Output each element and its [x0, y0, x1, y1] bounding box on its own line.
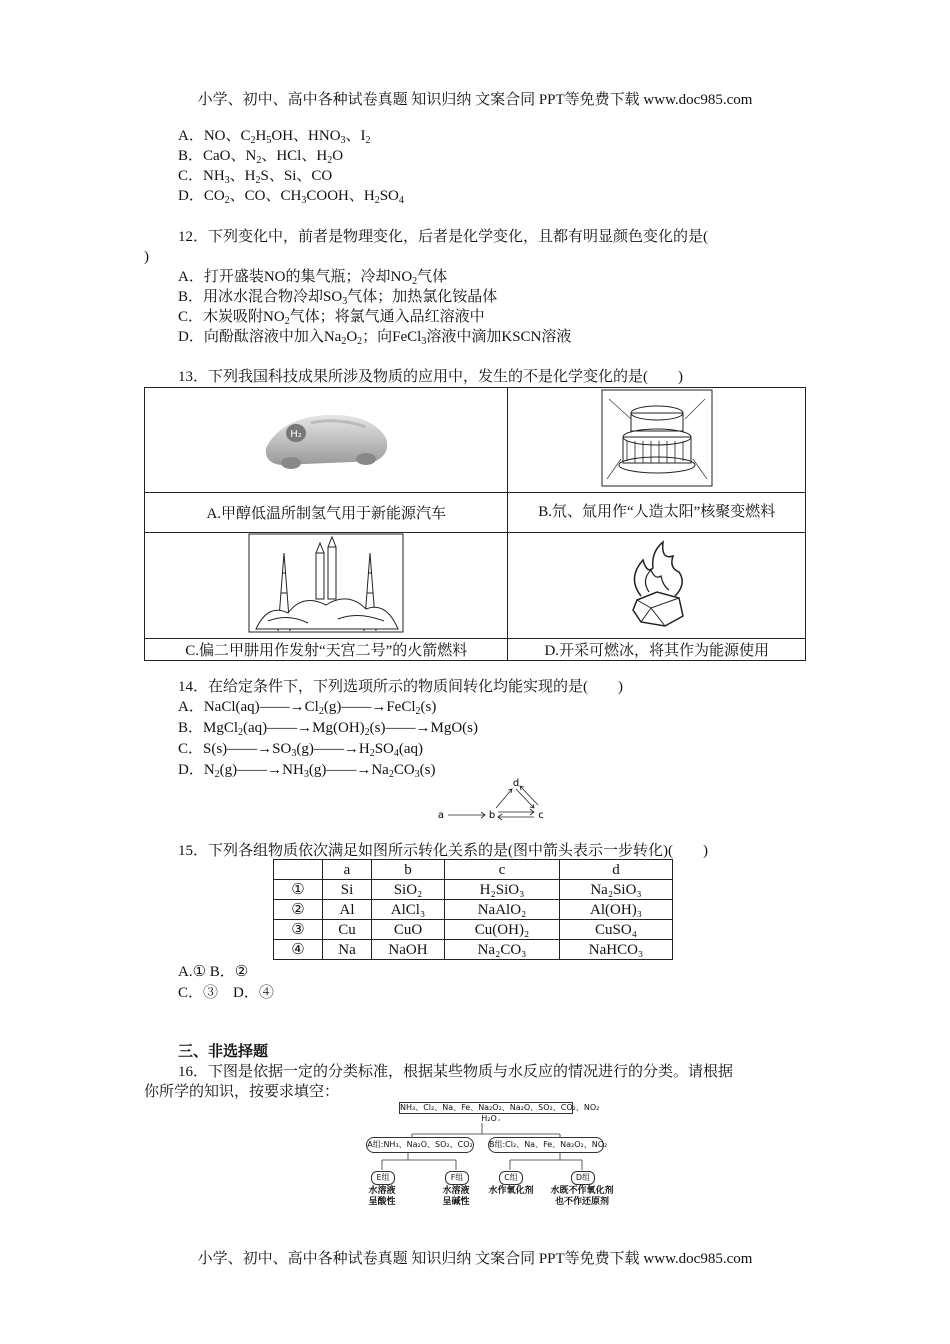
option-a-cell: A.甲醇低温所制氢气用于新能源汽车 [145, 493, 508, 533]
fusion-reactor-image [601, 389, 713, 487]
table-cell: ② [274, 900, 323, 920]
q14-option-a: A．$NaCl(aq)――\to Cl_2(g)――\to FeCl_2(s)$ [178, 699, 437, 717]
q16-stem-2: 你所学的知识，按要求填空： [144, 1084, 340, 1100]
table-cell: Si [323, 880, 372, 900]
burning-ice-image [617, 538, 697, 628]
substance-list-box: NH₃、Cl₂、Na、Fe、Na₂O₂、Na₂O、SO₂、CO₂、NO₂ [400, 1103, 600, 1112]
node-a: a [437, 810, 445, 821]
q12-option-c: C．木炭吸附$NO_2$气体；将氯气通入品红溶液中 [178, 309, 485, 327]
group-b-box: B组:Cl₂、Na、Fe、Na₂O₂、NO₂ [488, 1137, 604, 1153]
q15-options-ab: A.① B．② [178, 964, 249, 980]
q12-stem-end: ) [144, 249, 149, 265]
q15-options-cd: C．③ D．④ [178, 985, 274, 1001]
table-cell: Cu [323, 920, 372, 940]
table-cell: CuO [372, 920, 445, 940]
table-cell: NaAlO₂ [445, 900, 560, 920]
group-d-box: D组 [571, 1171, 595, 1185]
header-cell [274, 860, 323, 880]
q13-stem: 13．下列我国科技成果所涉及物质的应用中，发生的不是化学变化的是( ) [178, 369, 683, 385]
node-b: b [488, 810, 496, 821]
table-cell: SiO₂ [372, 880, 445, 900]
q12-option-a: A．打开盛装NO的集气瓶；冷却$NO_2$气体 [178, 269, 448, 287]
page-footer: 小学、初中、高中各种试卷真题 知识归纳 文案合同 PPT等免费下载 www.doc985.com [197, 1251, 753, 1267]
table-cell: CuSO₄ [560, 920, 673, 940]
table-cell: Cu(OH)₂ [445, 920, 560, 940]
q16-stem-1: 16．下图是依据一定的分类标准，根据某些物质与水反应的情况进行的分类。请根据 [178, 1064, 734, 1080]
q15-stem: 15．下列各组物质依次满足如图所示转化关系的是(图中箭头表示一步转化)( ) [178, 843, 708, 859]
table-row [274, 940, 673, 960]
group-f-box: F组 [445, 1171, 469, 1185]
q12-option-d: D．向酚酞溶液中加入$Na_2O_2$；向FeCl$_3$溶液中滴加KSCN溶液 [178, 329, 572, 347]
group-e-box: E组 [371, 1171, 395, 1185]
table-cell: ③ [274, 920, 323, 940]
group-c-box: C组 [499, 1171, 523, 1185]
option-b-cell: B.氘、氚用作“人造太阳”核聚变燃料 [508, 493, 806, 533]
hydrogen-car-image [256, 393, 396, 483]
q11-option-a: A．NO、$C_2H_5OH$、$HNO_3$、$I_2$ [178, 128, 371, 146]
group-f-desc: 水溶液 呈碱性 [442, 1186, 470, 1207]
section-title: 三、非选择题 [178, 1044, 269, 1060]
q12-option-b: B．用冰水混合物冷却$SO_3$气体；加热氯化铵晶体 [178, 289, 498, 307]
table-cell: NaHCO₃ [560, 940, 673, 960]
table-cell: NaOH [372, 940, 445, 960]
group-e-desc: 水溶液 呈酸性 [368, 1186, 396, 1207]
table-cell: Na₂CO₃ [445, 940, 560, 960]
conversion-diagram [430, 774, 550, 822]
q14-stem: 14．在给定条件下，下列选项所示的物质间转化均能实现的是( ) [178, 679, 623, 695]
table-row [274, 880, 673, 900]
table-cell: Na [323, 940, 372, 960]
table-cell: ④ [274, 940, 323, 960]
table-cell: Al(OH)₃ [560, 900, 673, 920]
svg-text:H₂: H₂ [290, 428, 302, 440]
rocket-launch-image [248, 533, 404, 633]
q13-picture-table [144, 387, 806, 661]
header-cell: d [560, 860, 673, 880]
combustible-ice-image-cell [508, 533, 806, 639]
table-cell: AlCl₃ [372, 900, 445, 920]
option-d-cell: D.开采可燃冰，将其作为能源使用 [508, 639, 806, 661]
water-label: H₂O [481, 1114, 497, 1123]
group-a-box: A组:NH₃、Na₂O、SO₂、CO₂ [366, 1137, 474, 1153]
q11-option-c: C．$NH_3$、$H_2S$、Si、CO [178, 168, 333, 186]
node-c: c [538, 810, 544, 821]
table-cell: Al [323, 900, 372, 920]
header-cell: a [323, 860, 372, 880]
car-image-cell [145, 388, 508, 493]
q11-option-d: D．$CO_2$、CO、$CH_3COOH$、$H_2SO_4$ [178, 188, 404, 206]
q14-option-d: D．$N_2(g)――\to NH_3(g)――\to Na_2CO_3(s)$ [178, 762, 436, 780]
option-c-cell: C.偏二甲肼用作发射“天宫二号”的火箭燃料 [145, 639, 508, 661]
table-row [274, 900, 673, 920]
table-cell: ① [274, 880, 323, 900]
table-row [274, 920, 673, 940]
q14-option-b: B．$MgCl_2(aq)――\to Mg(OH)_2(s)――\to MgO(s)$ [178, 720, 478, 738]
header-cell: b [372, 860, 445, 880]
group-c-desc: 水作氧化剂 [488, 1186, 534, 1196]
q15-table [273, 859, 673, 960]
q12-stem: 12．下列变化中，前者是物理变化，后者是化学变化，且都有明显颜色变化的是( [178, 229, 708, 245]
page-header: 小学、初中、高中各种试卷真题 知识归纳 文案合同 PPT等免费下载 www.doc985.com [197, 92, 753, 108]
node-d: d [512, 778, 520, 789]
group-d-desc: 水既不作氧化剂 也不作还原剂 [550, 1186, 614, 1207]
rocket-image-cell [145, 533, 508, 639]
table-cell: H₂SiO₃ [445, 880, 560, 900]
header-cell: c [445, 860, 560, 880]
table-cell: Na₂SiO₃ [560, 880, 673, 900]
q14-option-c: C．$S(s)――\to SO_3(g)――\to H_2SO_4(aq)$ [178, 741, 424, 759]
reactor-image-cell [508, 388, 806, 493]
q11-option-b: B．CaO、$N_2$、HCl、$H_2O$ [178, 148, 344, 166]
